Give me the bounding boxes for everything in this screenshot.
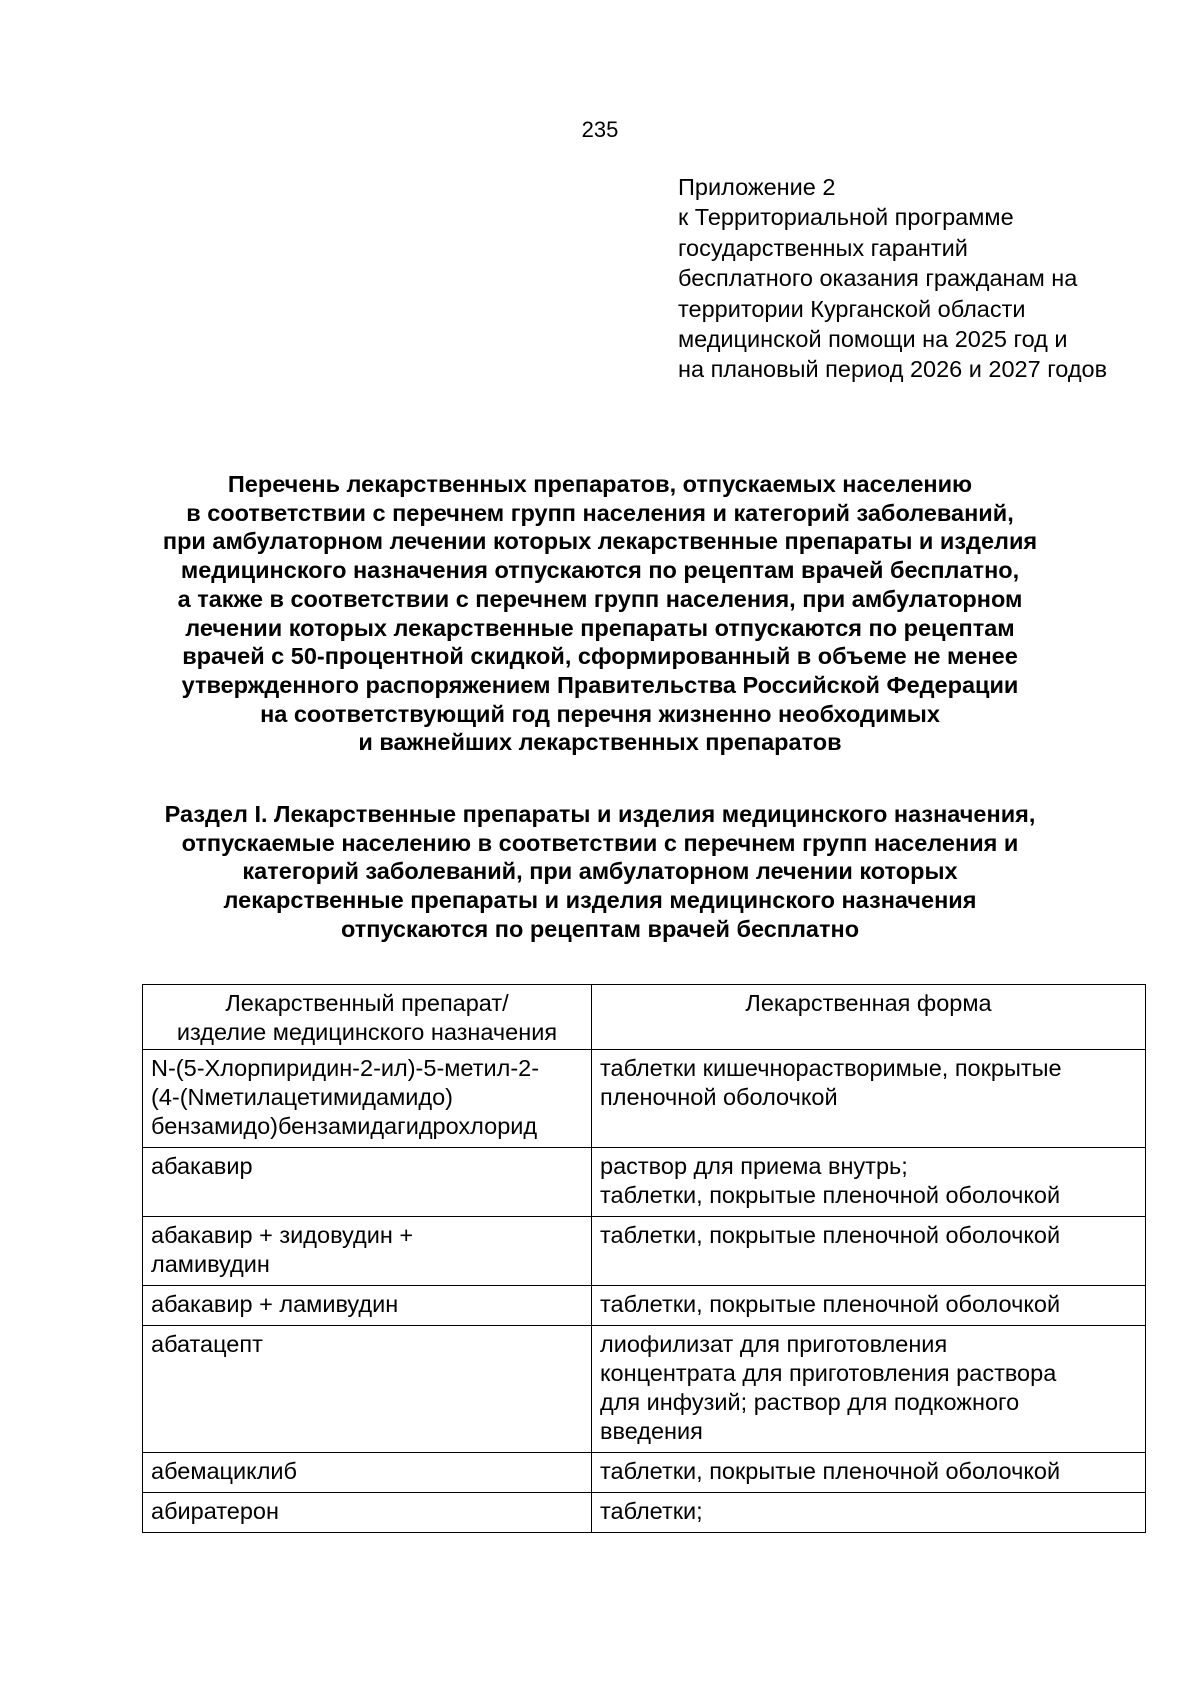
title-line: лечении которых лекарственные препараты отпускаются по рецептам (185, 614, 1015, 641)
cell-text: таблетки кишечнорастворимые, покрытые (600, 1055, 1062, 1081)
title-line: медицинского назначения отпускаются по рецептам врачей бесплатно, (180, 557, 1020, 584)
title-line: на соответствующий год перечня жизненно необходимых (260, 700, 940, 727)
appendix-line: к Территориальной программе (678, 204, 1014, 231)
title-line: в соответствии с перечнем групп населения и категорий заболеваний, (186, 499, 1014, 526)
table-row (143, 1217, 1146, 1286)
cell-drug (143, 1453, 592, 1493)
header-text: Лекарственный препарат/ (225, 990, 509, 1016)
cell-form (592, 1148, 1146, 1217)
cell-text: абакавир (151, 1153, 253, 1179)
table-row (143, 1326, 1146, 1453)
table-row (143, 1453, 1146, 1493)
table-row (143, 1050, 1146, 1148)
cell-drug (143, 1326, 592, 1453)
cell-text: абиратерон (151, 1498, 279, 1524)
appendix-line: государственных гарантий (678, 234, 968, 261)
appendix-line: территории Курганской области (678, 295, 1026, 322)
cell-text: абакавир + ламивудин (151, 1291, 399, 1317)
cell-form (592, 1286, 1146, 1326)
cell-text: абатацепт (151, 1331, 263, 1357)
cell-text: абемациклиб (151, 1458, 297, 1484)
cell-text: N-(5-Хлорпиридин-2-ил)-5-метил-2- (151, 1055, 540, 1081)
appendix-line: на плановый период 2026 и 2027 годов (678, 356, 1108, 383)
cell-text: раствор для приема внутрь; (600, 1153, 908, 1179)
section-title-line: Раздел I. Лекарственные препараты и изделия медицинского назначения, (164, 801, 1036, 827)
cell-text: таблетки, покрытые пленочной оболочкой (600, 1222, 1061, 1248)
cell-drug (143, 1148, 592, 1217)
cell-text: введения (600, 1418, 703, 1444)
cell-text: абакавир + зидовудин + (151, 1222, 414, 1248)
appendix-line: Приложение 2 (678, 174, 836, 200)
cell-text: лиофилизат для приготовления (600, 1331, 948, 1357)
section-title-line: отпускаются по рецептам врачей бесплатно (340, 915, 860, 942)
section-title-line: отпускаемые населению в соответствии с перечнем групп населения и (181, 829, 1019, 856)
table-row (143, 1493, 1146, 1533)
title-line: врачей с 50-процентной скидкой, сформированный в объеме не менее (182, 643, 1018, 670)
cell-text: таблетки, покрытые пленочной оболочкой (600, 1182, 1061, 1208)
header-text: изделие медицинского назначения (176, 1019, 558, 1045)
title-line: при амбулаторном лечении которых лекарственные препараты и изделия (162, 528, 1038, 555)
table-header-row (143, 985, 1146, 1050)
cell-form (592, 1493, 1146, 1533)
cell-text: концентрата для приготовления раствора (600, 1360, 1057, 1386)
drug-table (142, 984, 1146, 1533)
cell-text: пленочной оболочкой (600, 1084, 838, 1110)
cell-text: таблетки, покрытые пленочной оболочкой (600, 1458, 1061, 1484)
appendix-line: бесплатного оказания гражданам на (678, 265, 1078, 292)
section-title-line: лекарственные препараты и изделия медицинского назначения (223, 887, 977, 914)
appendix-line: медицинской помощи на 2025 год и (678, 326, 1068, 353)
cell-form (592, 1453, 1146, 1493)
cell-drug (143, 1050, 592, 1148)
document-title (100, 470, 1100, 757)
cell-drug (143, 1286, 592, 1326)
cell-drug (143, 1493, 592, 1533)
title-line: Перечень лекарственных препаратов, отпускаемых населению (227, 471, 973, 497)
table-row (143, 1148, 1146, 1217)
section-title-line: категорий заболеваний, при амбулаторном лечении которых (242, 858, 958, 885)
title-line: утвержденного распоряжением Правительства Российской Федерации (181, 671, 1019, 698)
cell-text: для инфузий; раствор для подкожного (600, 1389, 1020, 1415)
section-title (100, 800, 1100, 944)
cell-text: таблетки, покрытые пленочной оболочкой (600, 1291, 1061, 1317)
table-row (143, 1286, 1146, 1326)
cell-text: (4-(Nметилацетимидамидо) (151, 1084, 453, 1110)
cell-form (592, 1050, 1146, 1148)
header-text: Лекарственная форма (745, 990, 992, 1016)
title-line: и важнейших лекарственных препаратов (358, 729, 842, 756)
cell-form (592, 1326, 1146, 1453)
title-line: а также в соответствии с перечнем групп населения, при амбулаторном (177, 585, 1023, 612)
cell-text: ламивудин (151, 1251, 270, 1277)
cell-form (592, 1217, 1146, 1286)
cell-text: бензамидо)бензамидагидрохлорид (151, 1113, 538, 1139)
cell-drug (143, 1217, 592, 1286)
cell-text: таблетки; (600, 1498, 703, 1524)
appendix-note (678, 172, 1188, 385)
header-form (592, 985, 1146, 1050)
page-number: 235 (581, 117, 619, 142)
header-drug (143, 985, 592, 1050)
